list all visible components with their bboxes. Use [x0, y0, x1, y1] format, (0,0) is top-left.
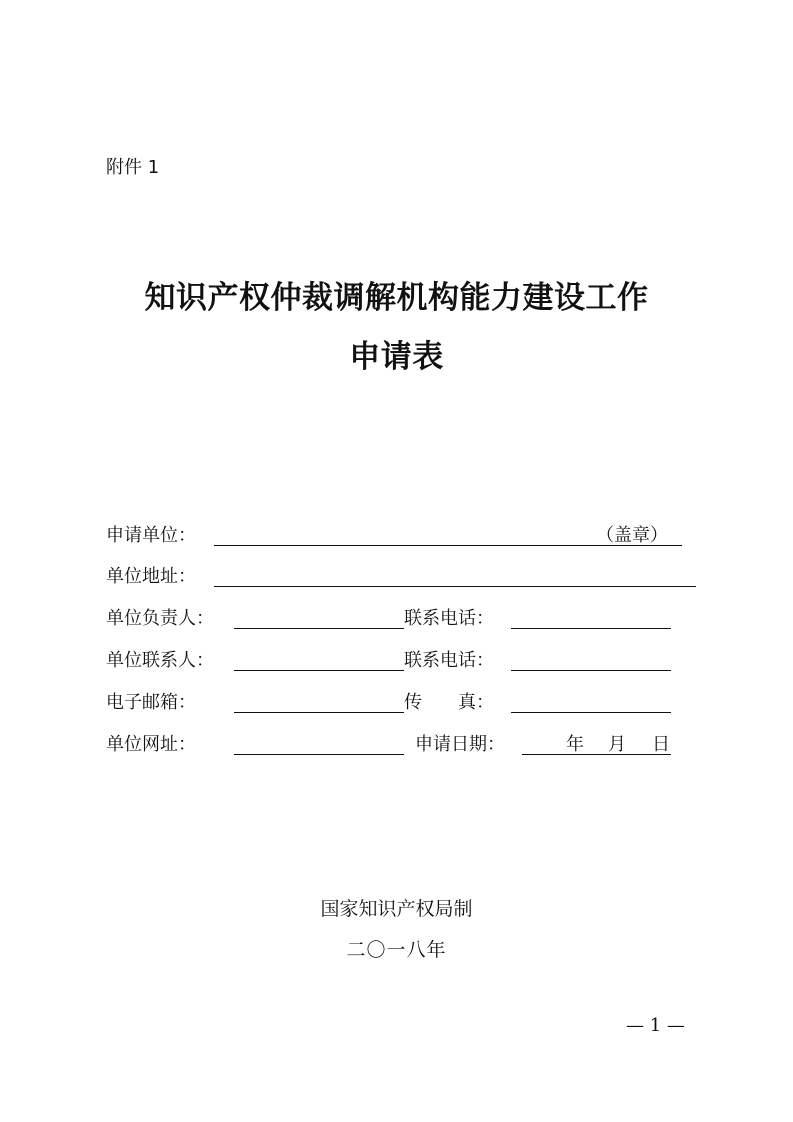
issuer-name: 国家知识产权局制 [320, 898, 473, 920]
unit-address-label: 单位地址： [106, 566, 196, 587]
application-date-label: 申请日期： [415, 734, 505, 755]
leader-phone-label: 联系电话： [404, 608, 494, 629]
form-row-applicant-unit [106, 521, 686, 551]
form-row-unit-address [106, 562, 696, 592]
page-number: — 1 — [626, 1015, 685, 1036]
leader-phone-field[interactable] [511, 628, 671, 629]
document-title-line-1: 知识产权仲裁调解机构能力建设工作 [144, 280, 649, 316]
fax-field[interactable] [511, 712, 671, 713]
date-year-unit: 年 [566, 734, 584, 755]
form-row-unit-contact [106, 646, 676, 676]
seal-note: （盖章） [596, 525, 668, 546]
unit-leader-label: 单位负责人： [106, 608, 214, 629]
unit-contact-label: 单位联系人： [106, 650, 214, 671]
unit-leader-field[interactable] [234, 628, 404, 629]
application-date-field[interactable] [522, 754, 671, 755]
date-day-unit: 日 [652, 734, 670, 755]
attachment-label: 附件 1 [106, 157, 160, 178]
form-row-website [106, 730, 676, 760]
issuer-year: 二〇一八年 [346, 939, 447, 961]
applicant-unit-label: 申请单位： [106, 525, 196, 546]
fax-label: 传 真： [404, 692, 494, 713]
date-month-unit: 月 [608, 734, 626, 755]
unit-contact-field[interactable] [234, 670, 404, 671]
unit-address-field[interactable] [214, 586, 696, 587]
form-row-unit-leader [106, 604, 676, 634]
website-label: 单位网址： [106, 734, 196, 755]
email-field[interactable] [234, 712, 404, 713]
email-label: 电子邮箱： [106, 692, 196, 713]
document-title-line-2: 申请表 [349, 339, 444, 375]
website-field[interactable] [234, 754, 404, 755]
form-row-email [106, 688, 676, 718]
contact-phone-field[interactable] [511, 670, 671, 671]
contact-phone-label: 联系电话： [404, 650, 494, 671]
